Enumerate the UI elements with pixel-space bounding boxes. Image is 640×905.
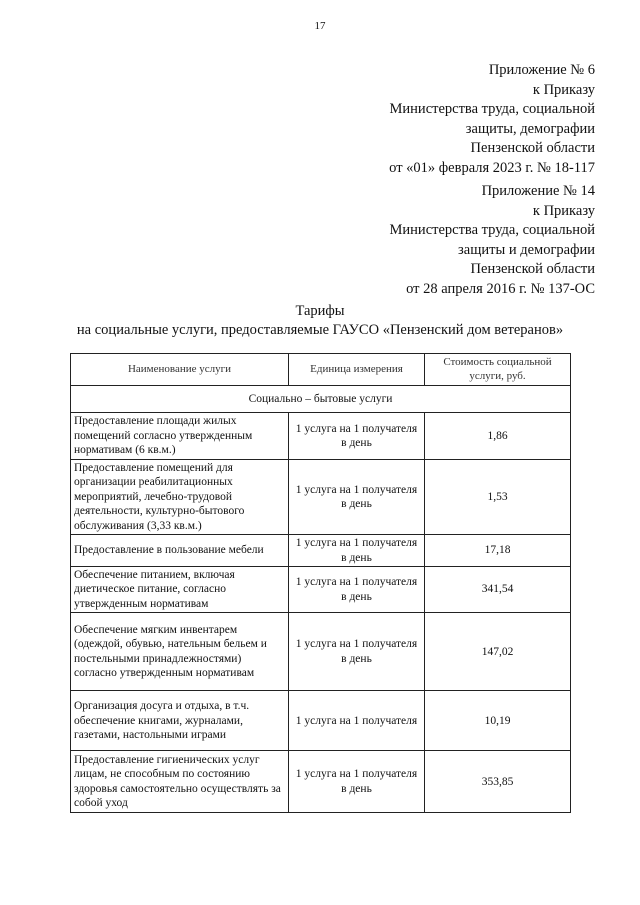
appendix-line: от 28 апреля 2016 г. № 137-ОС — [406, 280, 595, 297]
service-unit: 1 услуга на 1 получателя — [289, 691, 425, 751]
service-cost: 1,53 — [425, 460, 571, 535]
section-row — [71, 386, 571, 413]
table-row — [71, 460, 571, 535]
table-row — [71, 535, 571, 567]
service-unit: 1 услуга на 1 получателя в день — [289, 751, 425, 813]
appendix-line: Приложение № 14 — [481, 183, 595, 199]
service-name: Предоставление гигиенических услуг лицам, не способным по состоянию здоровья самостоятельно осуществлять за собой уход — [71, 751, 289, 813]
header-cost: Стоимость социальной услуги, руб. — [425, 354, 571, 386]
service-name: Обеспечение питанием, включая диетическое питание, согласно утвержденным нормативам — [71, 567, 289, 613]
service-cost: 17,18 — [425, 535, 571, 567]
service-name: Предоставление в пользование мебели — [71, 535, 289, 567]
tariffs-table — [70, 353, 571, 813]
service-name: Предоставление помещений для организации реабилитационных мероприятий, лечебно-трудовой деятельности, культурно-бытового обслуживания (3,33 кв.м.) — [71, 460, 289, 535]
service-unit: 1 услуга на 1 получателя в день — [289, 613, 425, 691]
appendix-original-order — [265, 182, 595, 299]
appendix-line: Приложение № 6 — [488, 62, 595, 78]
service-unit: 1 услуга на 1 получателя в день — [289, 460, 425, 535]
table-row — [71, 691, 571, 751]
page-number: 17 — [314, 20, 326, 32]
appendix-line: защиты, демографии — [465, 120, 595, 137]
table-row — [71, 613, 571, 691]
appendix-line: Пензенской области — [470, 140, 595, 156]
service-cost: 353,85 — [425, 751, 571, 813]
service-unit: 1 услуга на 1 получателя в день — [289, 535, 425, 567]
title-line-1: Тарифы — [295, 303, 345, 319]
appendix-line: к Приказу — [532, 81, 595, 98]
appendix-line: от «01» февраля 2023 г. № 18-117 — [389, 159, 595, 176]
header-service-name: Наименование услуги — [71, 354, 289, 386]
appendix-line: защиты и демографии — [458, 241, 595, 258]
service-cost: 341,54 — [425, 567, 571, 613]
table-row — [71, 567, 571, 613]
document-title — [0, 302, 640, 340]
table-row — [71, 413, 571, 460]
table-header-row — [71, 354, 571, 386]
appendix-line: Пензенской области — [470, 261, 595, 277]
service-cost: 1,86 — [425, 413, 571, 460]
header-unit: Единица измерения — [289, 354, 425, 386]
title-line-2: на социальные услуги, предоставляемые ГАУСО «Пензенский дом ветеранов» — [76, 322, 564, 338]
service-unit: 1 услуга на 1 получателя в день — [289, 567, 425, 613]
service-name: Предоставление площади жилых помещений согласно утвержденным нормативам (6 кв.м.) — [71, 413, 289, 460]
appendix-line: Министерства труда, социальной — [389, 222, 595, 238]
service-unit: 1 услуга на 1 получателя в день — [289, 413, 425, 460]
appendix-line: Министерства труда, социальной — [389, 101, 595, 117]
service-name: Обеспечение мягким инвентарем (одеждой, обувью, нательным бельем и постельными принадлежностями) согласно утвержденным нормативам — [71, 613, 289, 691]
appendix-current-order — [265, 61, 595, 178]
section-title: Социально – бытовые услуги — [71, 386, 571, 413]
table-row — [71, 751, 571, 813]
appendix-line: к Приказу — [532, 202, 595, 219]
service-name: Организация досуга и отдыха, в т.ч. обеспечение книгами, журналами, газетами, настольными играми — [71, 691, 289, 751]
service-cost: 10,19 — [425, 691, 571, 751]
service-cost: 147,02 — [425, 613, 571, 691]
